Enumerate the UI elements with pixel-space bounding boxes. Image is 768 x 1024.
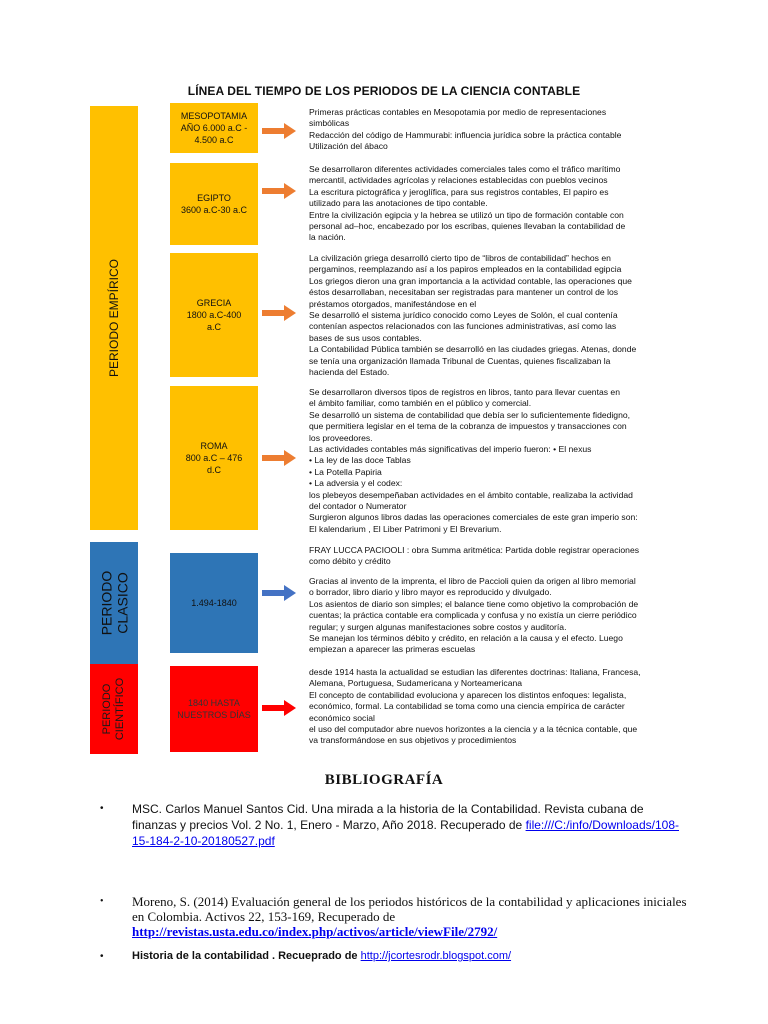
bibliography-link[interactable]: file:///C:/info/Downloads/108-15-184-2-10-20180527.pdf — [132, 818, 679, 848]
bibliography-entry — [100, 801, 690, 849]
era-label-line: ROMA — [200, 441, 228, 451]
description-line: contenían aspectos relacionados con las funciones administrativas, así como las — [309, 321, 617, 332]
era-label-line: 1840 HASTA — [188, 698, 240, 708]
description-line: Los asientos de diario son simples; el balance tiene como objetivo la comprobación de — [309, 598, 639, 609]
arrow-right-icon — [262, 700, 296, 716]
era-label-line: AÑO 6.000 a.C - — [180, 123, 248, 133]
era-description-grecia — [309, 253, 709, 378]
description-line: regular; y surgen algunas manifestaciones sobre costos y auditoría. — [309, 621, 567, 632]
bibliography-entry — [100, 894, 690, 939]
description-line: préstamos otorgados, manifestándose en el — [309, 298, 477, 309]
period-empirico-label: PERIODO EMPÍRICO — [107, 258, 122, 378]
description-line: Se desarrolló un sistema de contabilidad que debía ser lo suficientemente fidedigno, — [309, 409, 631, 420]
description-line: los plebeyos desempeñaban actividades en el ámbito contable, realizaba la actividad — [309, 489, 633, 500]
arrow-right-icon — [262, 585, 296, 601]
bullet-icon: • — [100, 951, 104, 962]
era-description-egipto — [309, 164, 709, 244]
period-clasico-label — [98, 571, 130, 636]
description-line: como débito y crédito — [309, 556, 391, 567]
description-line: FRAY LUCCA PACIOOLI : obra Summa aritmética: Partida doble registrar operaciones — [309, 545, 640, 555]
description-line: Los griegos dieron una gran importancia a la actividad contable, las operaciones que — [309, 275, 632, 286]
description-line: los proveedores. — [309, 432, 373, 443]
era-description-mesopotamia — [309, 107, 709, 153]
era-label-line: 1800 a.C-400 — [186, 310, 242, 320]
era-description-cientifico — [309, 667, 709, 747]
description-line: el uso del computador abre nuevos horizontes a la ciencia y a la técnica contable, que — [309, 724, 638, 735]
bibliography-entry — [100, 949, 690, 964]
era-box-grecia — [170, 253, 258, 377]
period-cientifico-bar — [90, 664, 138, 754]
description-line: pergaminos, reemplazando así a los papiros empleados en la contabilidad egipcia — [309, 264, 622, 275]
era-label-line: d.C — [206, 465, 221, 475]
description-line: • La ley de las doce Tablas — [309, 455, 411, 466]
era-label-line: 1.494-1840 — [191, 598, 237, 608]
arrow-right-icon — [262, 123, 296, 139]
description-line: Se desarrolló el sistema jurídico conocido como Leyes de Solón, el cual contenía — [309, 310, 618, 321]
arrow-right-icon — [262, 305, 296, 321]
era-label-line: 3600 a.C-30 a.C — [180, 205, 248, 215]
era-description-clasico — [309, 576, 709, 656]
description-line: Entre la civilización egipcia y la hebrea se utilizó un tipo de formación contable con — [309, 209, 624, 220]
era-box-clasico — [170, 553, 258, 653]
description-line: Primeras prácticas contables en Mesopotamia por medio de representaciones — [309, 107, 607, 117]
era-label-line: NUESTROS DÍAS — [177, 710, 251, 720]
period-cientifico-label — [101, 678, 127, 740]
era-label-line: MESOPOTAMIA — [180, 111, 248, 121]
description-line: la nación. — [309, 232, 346, 243]
bibliography-text: MSC. Carlos Manuel Santos Cid. Una mirada a la historia de la Contabilidad. Revista cubana de finanzas y precios Vol. 2 No. 1, Enero - Marzo, Año 2018. Recuperado de — [132, 802, 644, 832]
description-line: Surgieron algunos libros dadas las operaciones comerciales de este gran imperio son: — [309, 512, 638, 523]
description-line: El kalendarium , El Liber Patrimoni y El Brevarium. — [309, 523, 502, 534]
era-box-mesopotamia — [170, 103, 258, 153]
description-line: El concepto de contabilidad evoluciona y aparecen los distintos enfoques: legalista, — [309, 689, 627, 700]
era-box-egipto — [170, 163, 258, 245]
period-clasico-line1: PERIODO — [98, 570, 115, 636]
era-label-line: 800 a.C – 476 — [185, 453, 243, 463]
description-line: se tenía una organización llamada Tribunal de Cuentas, quienes fiscalizaban la — [309, 355, 611, 366]
arrow-right-icon — [262, 183, 296, 199]
description-line: Las actividades contables más significativas del imperio fueron: • El nexus — [309, 444, 592, 455]
description-line: o borrador, libro diario y libro mayor es reproducido y divulgado. — [309, 587, 552, 598]
description-line: cuentas; la práctica contable era complicada y confusa y no existía un cierre periódico — [309, 610, 637, 621]
description-line: personal ad–hoc, encabezado por los escribas, quienes llevaban la contabilidad de — [309, 221, 626, 232]
description-line: • La adversia y el codex: — [309, 478, 403, 489]
description-line: Se manejan los términos débito y crédito, en relación a la causa y el efecto. Luego — [309, 633, 623, 644]
description-line: el ámbito familiar, como también en el público y comercial. — [309, 398, 532, 409]
era-description-clasico-top — [309, 545, 709, 568]
era-label-line: EGIPTO — [197, 193, 231, 203]
description-line: La escritura pictográfica y jeroglífica, para sus registros contables, El papiro es — [309, 186, 609, 197]
description-line: que permitiera legislar en el tema de la cobranza de impuestos y transacciones con — [309, 421, 627, 432]
bibliography-text: Historia de la contabilidad . Recueprado de — [132, 950, 358, 962]
era-description-roma — [309, 387, 709, 535]
description-line: económico, formal. La contabilidad se toma como una ciencia empírica de carácter — [309, 701, 625, 712]
era-label-line: 4.500 a.C — [194, 135, 234, 145]
description-line: Alemana, Portuguesa, Sudamericana y Norteamericana — [309, 678, 523, 689]
bibliography-heading: BIBLIOGRAFÍA — [324, 772, 444, 788]
era-box-cientifico — [170, 666, 258, 752]
description-line: simbólicas — [309, 118, 350, 129]
period-cientifico-line2: CIENTÍFICO — [114, 677, 126, 741]
period-cientifico-line1: PERIODO — [101, 683, 113, 735]
arrow-right-icon — [262, 450, 296, 466]
description-line: económico social — [309, 712, 375, 723]
bullet-icon: • — [100, 896, 104, 907]
bullet-icon: • — [100, 803, 104, 814]
page-title: LÍNEA DEL TIEMPO DE LOS PERIODOS DE LA CIENCIA CONTABLE — [187, 84, 581, 98]
description-line: utilizado para las anotaciones de tipo contable. — [309, 198, 488, 209]
period-empirico-bar — [90, 106, 138, 530]
era-label-line: a.C — [206, 322, 221, 332]
description-line: Se desarrollaron diferentes actividades comerciales tales como el tráfico marítimo — [309, 164, 621, 174]
description-line: desde 1914 hasta la actualidad se estudian las diferentes doctrinas: Italiana, Francesa, — [309, 667, 641, 677]
era-label-line: GRECIA — [196, 298, 232, 308]
bibliography-text: Moreno, S. (2014) Evaluación general de los periodos históricos de la contabilidad y aplicaciones iniciales en Colombia. Activos 22, 153-169, Recuperado de — [132, 894, 687, 924]
description-line: • La Potella Papiria — [309, 466, 382, 477]
description-line: Utilización del ábaco — [309, 141, 388, 152]
description-line: va transformándose en sus objetivos y procedimientos — [309, 735, 517, 746]
description-line: éstos desarrollaban, necesitaban ser registradas para mantener un control de los — [309, 287, 619, 298]
period-clasico-line2: CLASICO — [114, 572, 131, 634]
description-line: Gracias al invento de la imprenta, el libro de Paccioli quien da origen al libro memorial — [309, 576, 636, 586]
period-clasico-bar — [90, 542, 138, 664]
description-line: del contador o Numerator — [309, 501, 407, 512]
description-line: La civilización griega desarrolló cierto tipo de “libros de contabilidad” hechos en — [309, 253, 611, 263]
bibliography-link[interactable]: http://revistas.usta.edu.co/index.php/activos/article/viewFile/2792/ — [132, 924, 498, 939]
description-line: hacienda del Estado. — [309, 367, 390, 378]
description-line: bases de sus usos contables. — [309, 332, 422, 343]
era-box-roma — [170, 386, 258, 530]
description-line: Se desarrollaron diversos tipos de registros en libros, tanto para llevar cuentas en — [309, 387, 620, 397]
description-line: Redacción del código de Hammurabi: influencia jurídica sobre la práctica contable — [309, 129, 622, 140]
bibliography-link[interactable]: http://jcortesrodr.blogspot.com/ — [360, 950, 512, 962]
description-line: empiezan a aparecer las primeras escuelas — [309, 644, 476, 655]
description-line: mercantil, actividades agrícolas y relaciones establecidas con pueblos vecinos — [309, 175, 608, 186]
description-line: La Contabilidad Pública también se desarrolló en las ciudades griegas. Atenas, donde — [309, 344, 637, 355]
